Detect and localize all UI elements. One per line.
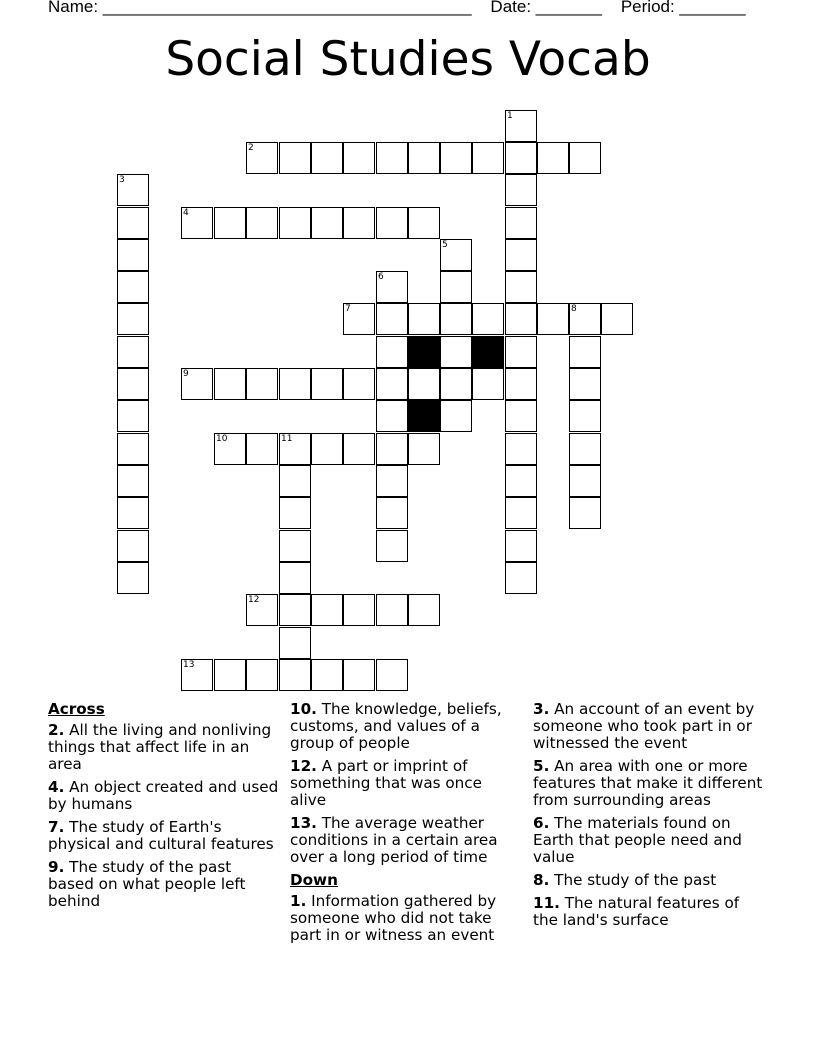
clue-text: All the living and nonliving things that affect life in an area — [48, 721, 272, 773]
grid-cell[interactable] — [117, 303, 149, 335]
grid-cell[interactable] — [214, 368, 246, 400]
clue-number: 11 — [281, 434, 293, 444]
grid-cell[interactable] — [181, 368, 213, 400]
grid-cell[interactable] — [601, 303, 633, 335]
grid-cell[interactable] — [343, 433, 375, 465]
clue-number-label: 4. — [48, 778, 65, 796]
grid-cell[interactable] — [505, 400, 537, 432]
clue-number: 4 — [183, 208, 189, 218]
grid-cell[interactable] — [505, 562, 537, 594]
clue-number: 10 — [216, 434, 228, 444]
clue-text: The average weather conditions in a certain area over a long period of time — [290, 814, 498, 866]
clue-text: The study of the past based on what people left behind — [48, 858, 246, 910]
grid-cell[interactable] — [311, 142, 343, 174]
grid-cell[interactable] — [505, 368, 537, 400]
grid-cell[interactable] — [505, 530, 537, 562]
clue-number: 9 — [183, 369, 189, 379]
grid-cell[interactable] — [117, 271, 149, 303]
grid-cell[interactable] — [569, 400, 601, 432]
header-name-date-period: Name: _______________________________________ Date: _______ Period: _______ — [48, 0, 746, 16]
grid-cell[interactable] — [311, 368, 343, 400]
clue-number: 5 — [442, 240, 448, 250]
grid-cell[interactable] — [279, 433, 311, 465]
grid-cell[interactable] — [279, 207, 311, 239]
clue-item — [48, 819, 280, 853]
clue-text: An account of an event by someone who took part in or witnessed the event — [533, 700, 755, 752]
grid-cell[interactable] — [117, 207, 149, 239]
grid-cell[interactable] — [279, 142, 311, 174]
clue-text: The knowledge, beliefs, customs, and values of a group of people — [290, 700, 502, 752]
grid-cell[interactable] — [343, 594, 375, 626]
grid-cell[interactable] — [537, 303, 569, 335]
clue-number-label: 2. — [48, 721, 65, 739]
grid-cell[interactable] — [279, 594, 311, 626]
clue-number-label: 9. — [48, 858, 65, 876]
grid-cell[interactable] — [376, 497, 408, 529]
grid-cell[interactable] — [117, 400, 149, 432]
grid-cell[interactable] — [246, 142, 278, 174]
grid-cell[interactable] — [569, 142, 601, 174]
clue-number-label: 8. — [533, 871, 550, 889]
grid-cell[interactable] — [440, 400, 472, 432]
clue-number: 8 — [571, 304, 577, 314]
grid-cell[interactable] — [117, 239, 149, 271]
grid-cell[interactable] — [472, 303, 504, 335]
clue-number-label: 1. — [290, 892, 307, 910]
grid-cell[interactable] — [279, 627, 311, 659]
grid-cell[interactable] — [279, 465, 311, 497]
grid-cell[interactable] — [376, 433, 408, 465]
grid-cell[interactable] — [505, 239, 537, 271]
grid-cell[interactable] — [311, 207, 343, 239]
grid-cell[interactable] — [311, 594, 343, 626]
grid-cell[interactable] — [376, 368, 408, 400]
grid-cell[interactable] — [505, 207, 537, 239]
clue-number: 13 — [183, 660, 195, 670]
grid-cell[interactable] — [505, 271, 537, 303]
grid-cell[interactable] — [408, 433, 440, 465]
clue-text: The study of Earth's physical and cultural features — [48, 818, 274, 853]
grid-cell[interactable] — [246, 659, 278, 691]
grid-cell[interactable] — [440, 271, 472, 303]
clue-item — [48, 779, 280, 813]
clue-text: The natural features of the land's surface — [533, 894, 740, 929]
clue-item — [533, 815, 765, 866]
grid-cell[interactable] — [472, 142, 504, 174]
grid-cell[interactable] — [117, 530, 149, 562]
grid-cell[interactable] — [181, 659, 213, 691]
grid-cell[interactable] — [279, 368, 311, 400]
page-title: Social Studies Vocab — [165, 32, 651, 87]
grid-cell[interactable] — [279, 530, 311, 562]
grid-cell[interactable] — [440, 142, 472, 174]
clue-item — [290, 701, 522, 752]
grid-cell[interactable] — [408, 207, 440, 239]
clue-number: 3 — [119, 175, 125, 185]
clue-column-2 — [290, 701, 522, 950]
clue-number-label: 3. — [533, 700, 550, 718]
clue-text: The study of the past — [549, 871, 717, 889]
grid-cell[interactable] — [343, 207, 375, 239]
grid-cell[interactable] — [343, 303, 375, 335]
grid-cell[interactable] — [408, 594, 440, 626]
grid-cell[interactable] — [117, 433, 149, 465]
clue-text: The materials found on Earth that people need and value — [533, 814, 742, 866]
grid-cell[interactable] — [505, 174, 537, 206]
grid-cell[interactable] — [311, 433, 343, 465]
clue-text: An object created and used by humans — [48, 778, 279, 813]
grid-cell[interactable] — [246, 594, 278, 626]
clue-number-label: 5. — [533, 757, 550, 775]
grid-cell[interactable] — [537, 142, 569, 174]
grid-cell[interactable] — [376, 659, 408, 691]
grid-cell[interactable] — [311, 659, 343, 691]
grid-cell[interactable] — [505, 110, 537, 142]
clue-number: 6 — [378, 272, 384, 282]
grid-cell[interactable] — [343, 142, 375, 174]
clue-column-3 — [533, 701, 765, 935]
grid-cell[interactable] — [376, 400, 408, 432]
grid-cell[interactable] — [440, 239, 472, 271]
clue-number-label: 11. — [533, 894, 560, 912]
grid-cell[interactable] — [408, 303, 440, 335]
grid-black-cell — [408, 400, 440, 432]
clue-number: 1 — [507, 111, 513, 121]
grid-cell[interactable] — [117, 368, 149, 400]
grid-cell[interactable] — [181, 207, 213, 239]
grid-cell[interactable] — [246, 433, 278, 465]
grid-cell[interactable] — [408, 142, 440, 174]
clue-item — [290, 815, 522, 866]
grid-black-cell — [408, 336, 440, 368]
clue-item — [533, 758, 765, 809]
grid-cell[interactable] — [472, 368, 504, 400]
grid-cell[interactable] — [505, 303, 537, 335]
grid-cell[interactable] — [505, 465, 537, 497]
grid-cell[interactable] — [505, 142, 537, 174]
clue-column-1 — [48, 701, 280, 916]
clue-number: 12 — [248, 595, 260, 605]
grid-cell[interactable] — [279, 497, 311, 529]
grid-cell[interactable] — [569, 336, 601, 368]
grid-cell[interactable] — [214, 207, 246, 239]
grid-cell[interactable] — [279, 659, 311, 691]
grid-cell[interactable] — [440, 303, 472, 335]
grid-cell[interactable] — [214, 433, 246, 465]
clue-number-label: 10. — [290, 700, 317, 718]
grid-cell[interactable] — [117, 336, 149, 368]
clue-number-label: 7. — [48, 818, 65, 836]
grid-cell[interactable] — [117, 174, 149, 206]
grid-cell[interactable] — [569, 497, 601, 529]
clue-item — [48, 859, 280, 910]
across-heading: Across — [48, 700, 105, 718]
grid-cell[interactable] — [117, 465, 149, 497]
down-heading: Down — [290, 871, 338, 889]
grid-black-cell — [472, 336, 504, 368]
clue-number: 7 — [345, 304, 351, 314]
grid-cell[interactable] — [117, 497, 149, 529]
grid-cell[interactable] — [343, 659, 375, 691]
grid-cell[interactable] — [214, 659, 246, 691]
grid-cell[interactable] — [569, 433, 601, 465]
grid-cell[interactable] — [246, 207, 278, 239]
grid-cell[interactable] — [505, 336, 537, 368]
grid-cell[interactable] — [440, 336, 472, 368]
grid-cell[interactable] — [343, 368, 375, 400]
clue-item — [290, 758, 522, 809]
clue-item — [533, 895, 765, 929]
grid-cell[interactable] — [569, 368, 601, 400]
grid-cell[interactable] — [279, 562, 311, 594]
grid-cell[interactable] — [505, 497, 537, 529]
grid-cell[interactable] — [246, 368, 278, 400]
grid-cell[interactable] — [376, 303, 408, 335]
grid-cell[interactable] — [569, 465, 601, 497]
grid-cell[interactable] — [376, 530, 408, 562]
clue-item — [533, 872, 765, 889]
grid-cell[interactable] — [376, 271, 408, 303]
clue-item — [48, 722, 280, 773]
grid-cell[interactable] — [408, 368, 440, 400]
grid-cell[interactable] — [376, 142, 408, 174]
grid-cell[interactable] — [376, 465, 408, 497]
grid-cell[interactable] — [505, 433, 537, 465]
grid-cell[interactable] — [376, 336, 408, 368]
clue-text: Information gathered by someone who did not take part in or witness an event — [290, 892, 497, 944]
grid-cell[interactable] — [117, 562, 149, 594]
clue-item — [533, 701, 765, 752]
grid-cell[interactable] — [440, 368, 472, 400]
clue-text: An area with one or more features that make it different from surrounding areas — [533, 757, 763, 809]
clue-number-label: 13. — [290, 814, 317, 832]
grid-cell[interactable] — [569, 303, 601, 335]
clue-item — [290, 893, 522, 944]
clue-text: A part or imprint of something that was once alive — [290, 757, 482, 809]
grid-cell[interactable] — [376, 207, 408, 239]
clue-number-label: 12. — [290, 757, 317, 775]
clue-number: 2 — [248, 143, 254, 153]
clue-number-label: 6. — [533, 814, 550, 832]
grid-cell[interactable] — [376, 594, 408, 626]
